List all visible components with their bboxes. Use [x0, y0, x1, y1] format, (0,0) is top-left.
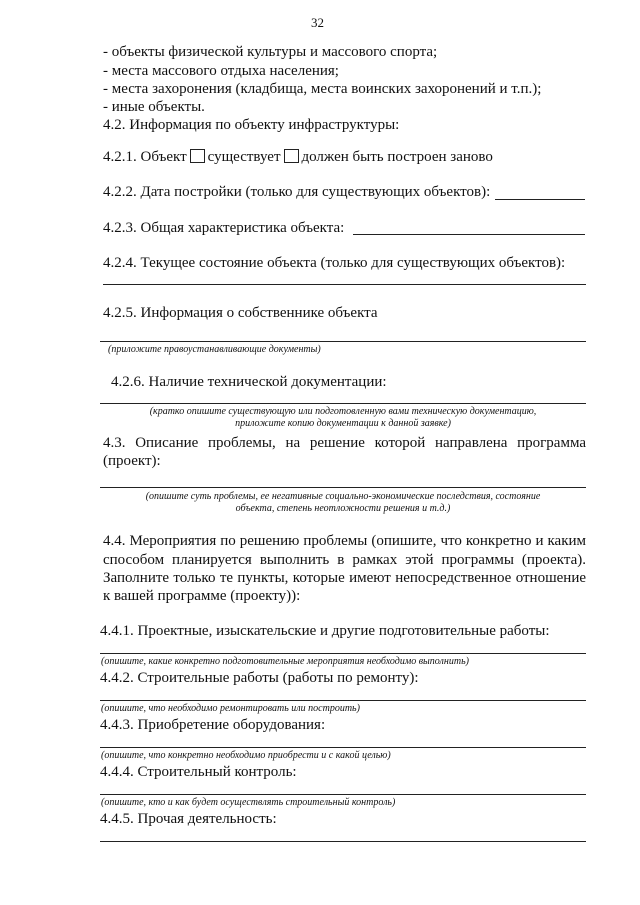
section-heading: (проект):: [103, 453, 161, 469]
field-hint: (опишите, какие конкретно подготовительные мероприятия необходимо выполнить): [101, 656, 469, 667]
fill-line[interactable]: [100, 653, 586, 654]
list-item: - объекты физической культуры и массового спорта;: [103, 44, 438, 60]
field-label: 4.2.1. Объект: [103, 149, 187, 165]
paragraph-line: 4.4. Мероприятия по решению проблемы (опишите, что конкретно и каким: [103, 533, 586, 549]
fill-line[interactable]: [103, 284, 586, 285]
list-item: - места захоронения (кладбища, места воинских захоронений и т.п.);: [103, 81, 542, 97]
paragraph-line: способом планируется выполнить в рамках этой программы (проекта).: [103, 552, 586, 568]
list-item: - места массового отдыха населения;: [103, 63, 339, 79]
field-hint: (опишите, что конкретно необходимо приобрести и с какой целью): [101, 750, 391, 761]
fill-line[interactable]: [100, 794, 586, 795]
field-hint: (опишите суть проблемы, ее негативные социально-экономические последствия, состояние: [145, 491, 541, 502]
checkbox-new-build[interactable]: [284, 149, 299, 163]
field-label: 4.4.4. Строительный контроль:: [100, 764, 297, 780]
list-item: - иные объекты.: [103, 99, 205, 115]
field-hint: (опишите, кто и как будет осуществлять строительный контроль): [101, 797, 396, 808]
fill-line[interactable]: [100, 487, 586, 488]
page-number: 32: [311, 15, 324, 30]
field-label: 4.2.6. Наличие технической документации:: [111, 374, 387, 390]
field-label: 4.2.3. Общая характеристика объекта:: [103, 220, 345, 236]
field-label: 4.4.2. Строительные работы (работы по ремонту):: [100, 670, 419, 686]
field-object-status: [103, 148, 493, 166]
field-label: 4.4.5. Прочая деятельность:: [100, 811, 277, 827]
fill-line[interactable]: [100, 341, 586, 342]
option-label: существует: [207, 149, 281, 165]
fill-line[interactable]: [495, 199, 585, 200]
field-label: 4.4.1. Проектные, изыскательские и другие подготовительные работы:: [100, 623, 550, 639]
field-hint: объекта, степень неотложности решения и т.д.): [235, 503, 451, 514]
field-hint: (приложите правоустанавливающие документы): [108, 344, 321, 355]
field-label: 4.2.2. Дата постройки (только для существующих объектов):: [103, 184, 491, 200]
field-hint: приложите копию документации к данной заявке): [235, 418, 451, 429]
option-label: должен быть построен заново: [301, 149, 493, 165]
section-heading: 4.2. Информация по объекту инфраструктуры:: [103, 117, 400, 133]
paragraph-line: Заполните только те пункты, которые имеют непосредственное отношение: [103, 570, 586, 586]
field-hint: (кратко опишите существующую или подготовленную вами техническую документацию,: [149, 406, 537, 417]
fill-line[interactable]: [100, 403, 586, 404]
field-label: 4.2.5. Информация о собственнике объекта: [103, 305, 378, 321]
fill-line[interactable]: [100, 700, 586, 701]
field-label: 4.4.3. Приобретение оборудования:: [100, 717, 326, 733]
fill-line[interactable]: [353, 234, 585, 235]
field-label: 4.2.4. Текущее состояние объекта (только для существующих объектов):: [103, 255, 566, 271]
fill-line[interactable]: [100, 747, 586, 748]
field-hint: (опишите, что необходимо ремонтировать или построить): [101, 703, 360, 714]
paragraph-line: к вашей программе (проекту)):: [103, 588, 301, 604]
section-heading: 4.3. Описание проблемы, на решение которой направлена программа: [103, 435, 586, 451]
checkbox-exists[interactable]: [190, 149, 205, 163]
fill-line[interactable]: [100, 841, 586, 842]
